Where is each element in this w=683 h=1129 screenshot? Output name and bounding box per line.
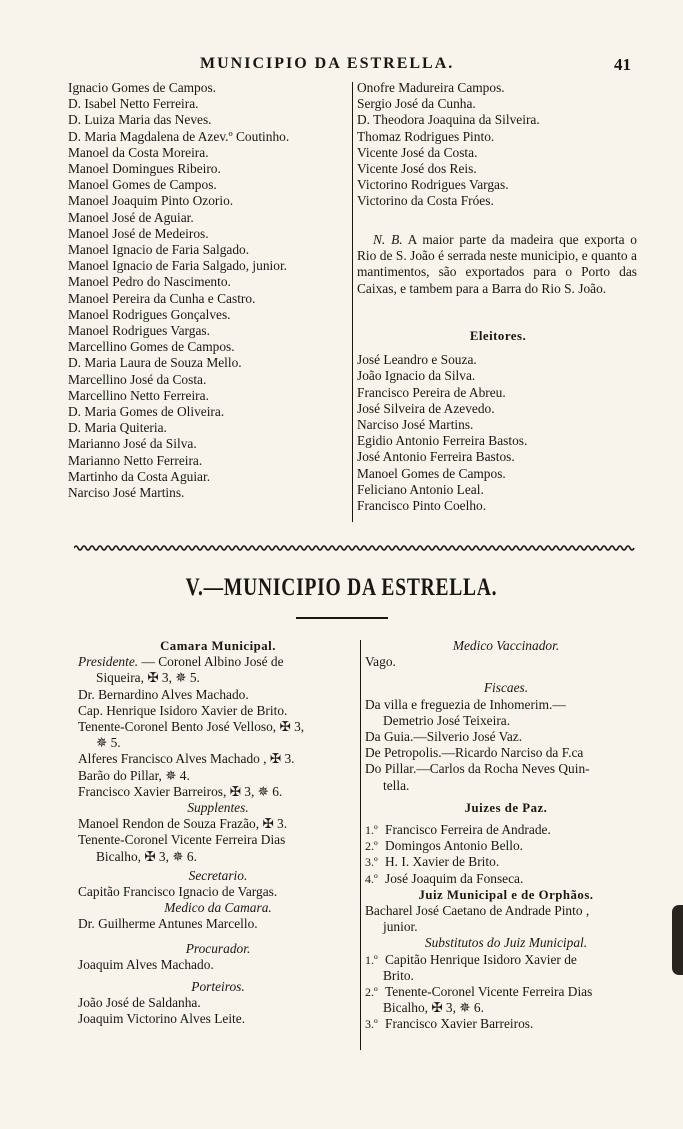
presidente-line-2: Siqueira, ✠ 3, ✵ 5. xyxy=(96,670,200,686)
name-entry: Marcellino Netto Ferreira. xyxy=(68,387,209,403)
medico-name: Dr. Guilherme Antunes Marcello. xyxy=(78,916,258,932)
juiz-name: Domingos Antonio Bello. xyxy=(385,838,524,854)
secretario-heading: Secretario. xyxy=(188,867,248,883)
fiscal-4: Do Pillar.—Carlos da Rocha Neves Quin- xyxy=(365,761,590,777)
name-entry: D. Maria Gomes de Oliveira. xyxy=(68,404,225,420)
juiz-municipal-name: Bacharel José Caetano de Andrade Pinto , xyxy=(365,903,590,919)
substituto-1 xyxy=(365,952,647,968)
substituto-3-name: Francisco Xavier Barreiros. xyxy=(385,1016,534,1032)
juiz-de-paz-entry xyxy=(365,871,647,887)
substituto-1-cont: Brito. xyxy=(383,967,414,983)
presidente-label: Presidente. xyxy=(78,654,139,670)
name-entry: Martinho da Costa Aguiar. xyxy=(68,468,211,484)
eleitores-block xyxy=(357,328,639,514)
eleitores-heading: Eleitores. xyxy=(469,329,527,343)
name-entry: Thomaz Rodrigues Pinto. xyxy=(357,128,495,144)
eleitor-entry: Francisco Pinto Coelho. xyxy=(357,498,487,514)
name-entry: Narciso José Martins. xyxy=(68,485,185,501)
name-entry: D. Maria Quiteria. xyxy=(68,420,167,436)
substituto-1-name: Capitão Henrique Isidoro Xavier de xyxy=(385,951,577,967)
juiz-municipal-heading: Juiz Municipal e de Orphãos. xyxy=(418,887,594,902)
fiscal-1: Da villa e freguezia de Inhomerim.— xyxy=(365,696,566,712)
name-entry: Marcellino José da Costa. xyxy=(68,371,207,387)
barreiros-line: Francisco Xavier Barreiros, ✠ 3, ✵ 6. xyxy=(78,783,283,799)
page-number: 41 xyxy=(614,55,631,74)
substituto-3-number: 3.º xyxy=(365,1017,378,1032)
title-rule xyxy=(296,617,388,619)
name-entry: Victorino da Costa Fróes. xyxy=(357,193,494,209)
name-entry: D. Isabel Netto Ferreira. xyxy=(68,96,199,112)
supplente-2: Tenente-Coronel Vicente Ferreira Dias xyxy=(78,832,286,848)
name-entry: Manoel Rodrigues Gonçalves. xyxy=(68,306,231,322)
fiscaes-heading: Fiscaes. xyxy=(483,680,529,696)
right-officials-block xyxy=(365,638,647,1033)
juiz-de-paz-entry xyxy=(365,822,647,838)
porteiro-entry: João José de Saldanha. xyxy=(78,995,201,1011)
name-entry: Manoel da Costa Moreira. xyxy=(68,144,209,160)
name-entry: Manoel Ignacio de Faria Salgado, junior. xyxy=(68,258,288,274)
column-divider-top xyxy=(352,82,353,522)
eleitor-entry: Narciso José Martins. xyxy=(357,417,474,433)
eleitor-entry: Feliciano Antonio Leal. xyxy=(357,481,484,497)
name-entry: Manoel Pereira da Cunha e Castro. xyxy=(68,290,256,306)
name-entry: Manoel José de Aguiar. xyxy=(68,209,194,225)
tenente-coronel-line-2: ✵ 5. xyxy=(96,735,121,751)
secretario-name: Capitão Francisco Ignacio de Vargas. xyxy=(78,884,278,900)
eleitor-entry: José Leandro e Souza. xyxy=(357,352,477,368)
name-entry: D. Maria Magdalena de Azev.º Coutinho. xyxy=(68,128,290,144)
camara-member: Cap. Henrique Isidoro Xavier de Brito. xyxy=(78,702,288,718)
substituto-2 xyxy=(365,984,647,1000)
porteiros-list xyxy=(78,995,358,1027)
presidente-text: — Coronel Albino José de xyxy=(141,654,284,670)
eleitor-entry: João Ignacio da Silva. xyxy=(357,368,476,384)
substituto-3 xyxy=(365,1016,647,1032)
juiz-number: 3.º xyxy=(365,855,378,870)
juizes-heading: Juizes de Paz. xyxy=(464,800,548,815)
camara-members xyxy=(78,687,358,719)
barao-line: Barão do Pillar, ✵ 4. xyxy=(78,767,190,783)
running-title: MUNICIPIO DA ESTRELLA. xyxy=(200,55,455,72)
medico-heading: Medico da Camara. xyxy=(164,900,272,916)
name-entry: Sergio José da Cunha. xyxy=(357,96,476,112)
name-entry: D. Theodora Joaquina da Silveira. xyxy=(357,112,540,128)
juiz-name: José Joaquim da Fonseca. xyxy=(385,870,524,886)
note-label: N. B. xyxy=(373,232,403,247)
ornamental-divider xyxy=(74,544,636,552)
ink-blot xyxy=(672,905,683,975)
juiz-number: 2.º xyxy=(365,839,378,854)
vaccinador-heading: Medico Vaccinador. xyxy=(452,638,560,653)
section-title: V.—MUNICIPIO DA ESTRELLA. xyxy=(185,574,498,601)
fiscal-3: De Petropolis.—Ricardo Narciso da F.ca xyxy=(365,745,584,761)
juizes-list xyxy=(365,822,647,887)
alferes-line: Alferes Francisco Alves Machado , ✠ 3. xyxy=(78,751,295,767)
fiscal-2: Da Guia.—Silverio José Vaz. xyxy=(365,729,523,745)
porteiros-heading: Porteiros. xyxy=(191,979,245,995)
eleitor-entry: Manoel Gomes de Campos. xyxy=(357,465,506,481)
name-entry: Manoel Joaquim Pinto Ozorio. xyxy=(68,193,234,209)
juiz-name: Francisco Ferreira de Andrade. xyxy=(385,822,551,838)
name-entry: Manoel Rodrigues Vargas. xyxy=(68,323,210,339)
fiscal-1-cont: Demetrio José Teixeira. xyxy=(383,712,511,728)
supplente-2-cont: Bicalho, ✠ 3, ✵ 6. xyxy=(96,848,197,864)
eleitor-entry: Egidio Antonio Ferreira Bastos. xyxy=(357,433,528,449)
vaccinador-value: Vago. xyxy=(365,654,396,670)
procurador-heading: Procurador. xyxy=(185,940,251,956)
tenente-coronel-line: Tenente-Coronel Bento José Velloso, ✠ 3, xyxy=(78,719,305,735)
camara-municipal-block xyxy=(78,638,358,1028)
name-entry: Manoel José de Medeiros. xyxy=(68,225,209,241)
eleitor-entry: José Antonio Ferreira Bastos. xyxy=(357,449,515,465)
juiz-de-paz-entry xyxy=(365,838,647,854)
name-entry: Manoel Pedro do Nascimento. xyxy=(68,274,231,290)
note-text: A maior parte da madeira que exporta o Rio de S. João é serrada neste municipio, e quanto a mantimentos, são exportados para o Porto das Caixas, e tambem para a Barra do Rio S. João. xyxy=(357,232,637,296)
camara-member: Dr. Bernardino Alves Machado. xyxy=(78,686,249,702)
note-paragraph xyxy=(357,232,637,297)
eleitores-list xyxy=(357,352,639,514)
eleitor-entry: José Silveira de Azevedo. xyxy=(357,400,495,416)
supplente-1: Manoel Rendon de Souza Frazão, ✠ 3. xyxy=(78,816,288,832)
top-right-name-list xyxy=(357,80,639,210)
name-entry: Manoel Gomes de Campos. xyxy=(68,177,217,193)
name-entry: Manoel Ignacio de Faria Salgado. xyxy=(68,242,250,258)
name-entry: Vicente José dos Reis. xyxy=(357,161,477,177)
name-entry: Marianno Netto Ferreira. xyxy=(68,452,203,468)
juiz-number: 1.º xyxy=(365,823,378,838)
substituto-1-number: 1.º xyxy=(365,952,378,967)
substituto-2-cont: Bicalho, ✠ 3, ✵ 6. xyxy=(383,1000,484,1016)
name-entry: Manoel Domingues Ribeiro. xyxy=(68,161,221,177)
top-left-name-list xyxy=(68,80,350,501)
juiz-municipal-name-cont: junior. xyxy=(383,919,418,935)
substitutos-heading: Substitutos do Juiz Municipal. xyxy=(424,935,588,951)
supplentes-heading: Supplentes. xyxy=(187,800,249,816)
juiz-de-paz-entry xyxy=(365,854,647,870)
eleitor-entry: Francisco Pereira de Abreu. xyxy=(357,384,506,400)
name-entry: Marianno José da Silva. xyxy=(68,436,197,452)
camara-heading: Camara Municipal. xyxy=(160,639,276,653)
running-head xyxy=(0,55,683,77)
name-entry: Vicente José da Costa. xyxy=(357,144,478,160)
name-entry: D. Luiza Maria das Neves. xyxy=(68,112,212,128)
name-entry: Marcellino Gomes de Campos. xyxy=(68,339,235,355)
name-entry: Victorino Rodrigues Vargas. xyxy=(357,177,509,193)
name-entry: Ignacio Gomes de Campos. xyxy=(68,80,217,95)
name-entry: Onofre Madureira Campos. xyxy=(357,80,505,95)
column-divider-bottom xyxy=(360,640,361,1050)
porteiro-entry: Joaquim Victorino Alves Leite. xyxy=(78,1011,246,1027)
fiscal-4-cont: tella. xyxy=(383,777,410,793)
substituto-2-number: 2.º xyxy=(365,985,378,1000)
juiz-name: H. I. Xavier de Brito. xyxy=(385,854,500,870)
name-entry: D. Maria Laura de Souza Mello. xyxy=(68,355,242,371)
procurador-name: Joaquim Alves Machado. xyxy=(78,956,214,972)
juiz-number: 4.º xyxy=(365,871,378,886)
presidente-line xyxy=(78,654,358,670)
substituto-2-name: Tenente-Coronel Vicente Ferreira Dias xyxy=(385,984,593,1000)
